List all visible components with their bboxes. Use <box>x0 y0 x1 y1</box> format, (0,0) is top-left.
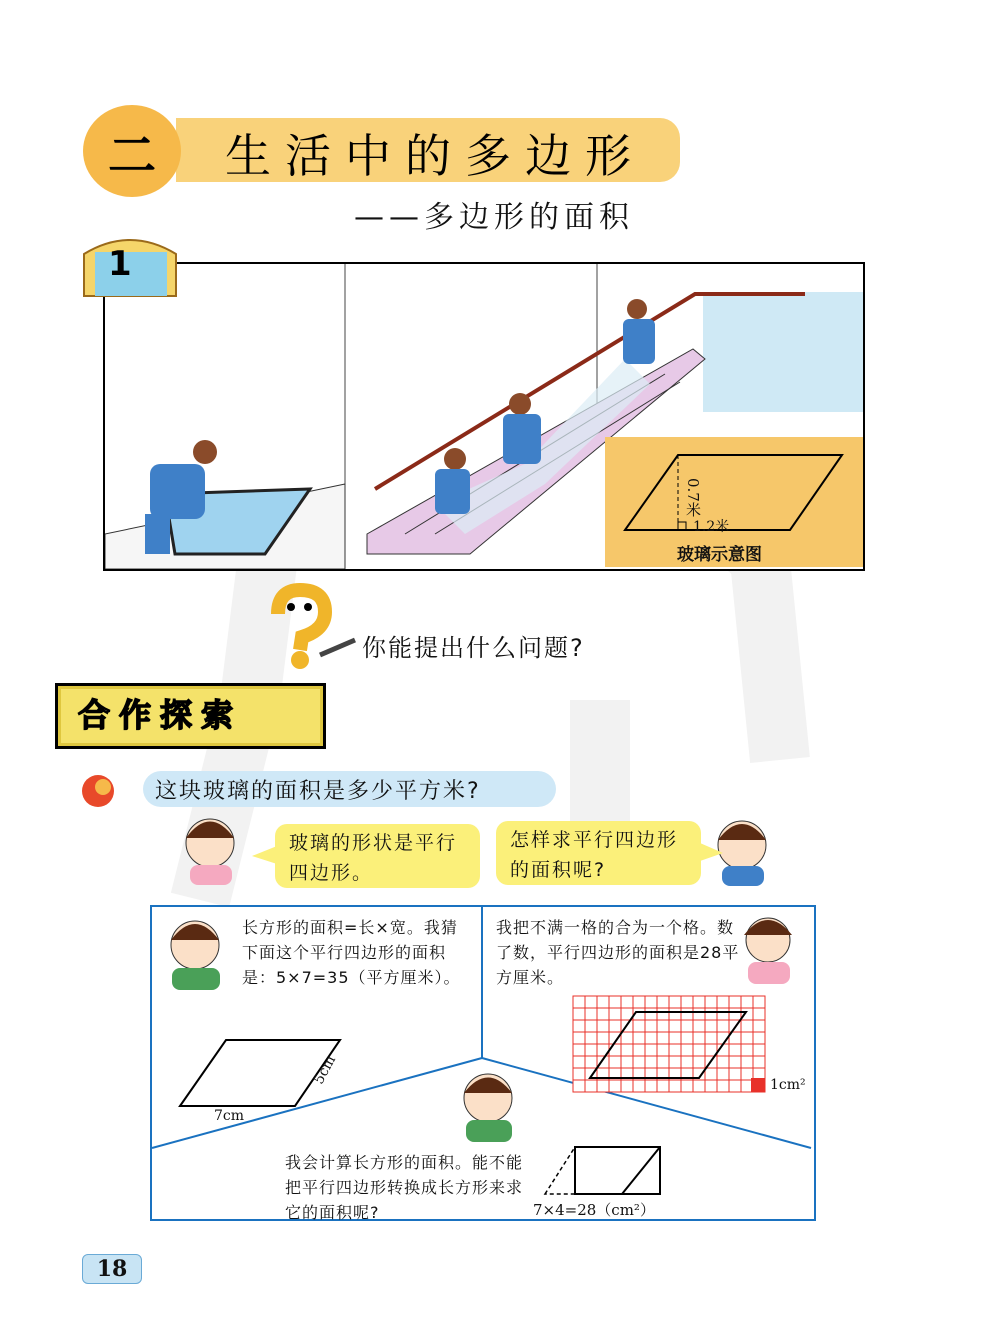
boy-left-avatar <box>171 921 220 990</box>
base-label: 1.2米 <box>693 519 730 535</box>
chapter-number: 二 <box>83 105 181 197</box>
boy-speech-bubble: 怎样求平行四边形的面积呢? <box>496 821 701 885</box>
question-text: 你能提出什么问题? <box>362 634 585 662</box>
page-number: 18 <box>82 1254 142 1284</box>
boy-explanation: 长方形的面积=长×宽。我猜下面这个平行四边形的面积是：5×7=35（平方厘米）。 <box>242 918 461 987</box>
calculation-label: 7×4=28（cm²） <box>533 1201 655 1219</box>
unit-square <box>751 1078 765 1092</box>
chapter-subtitle: ——多边形的面积 <box>354 200 634 235</box>
cooperate-header: 合作探索 <box>78 696 243 734</box>
side-5cm-label: 5cm <box>310 1052 340 1088</box>
girl-speech-bubble: 玻璃的形状是平行四边形。 <box>275 824 480 888</box>
boy-center-avatar <box>464 1074 512 1142</box>
center-explanation: 我会计算长方形的面积。能不能把平行四边形转换成长方形来求它的面积呢? <box>285 1153 524 1222</box>
girl-explanation: 我把不满一格的合为一个格。数了数，平行四边形的面积是28平方厘米。 <box>496 918 740 987</box>
chapter-title: 生活中的多边形 <box>225 129 645 183</box>
prompt-text: 这块玻璃的面积是多少平方米? <box>155 779 481 804</box>
section-number: 1 <box>108 244 132 284</box>
unit-square-label: 1cm² <box>770 1077 806 1093</box>
height-label: 0.7米 <box>684 478 702 517</box>
base-7cm-label: 7cm <box>214 1108 245 1124</box>
diagram-caption: 玻璃示意图 <box>677 545 762 565</box>
converted-rectangle <box>575 1147 660 1194</box>
girl-right-avatar <box>744 918 792 984</box>
